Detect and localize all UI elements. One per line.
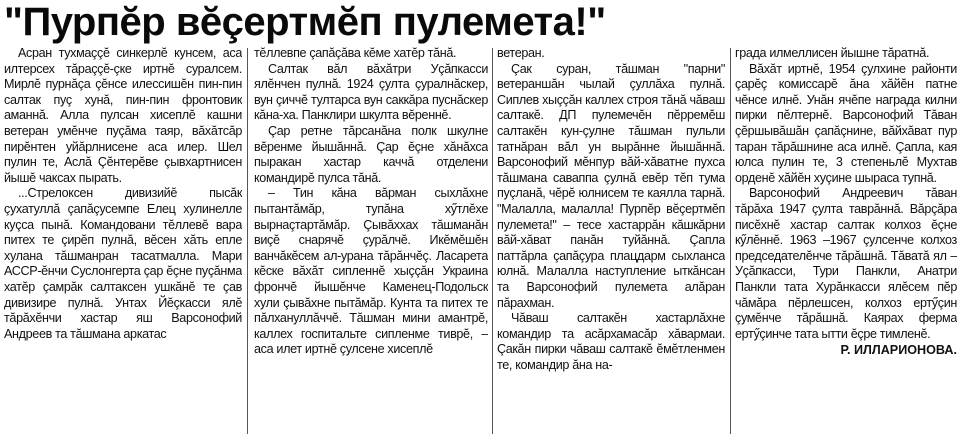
paragraph: тĕллевпе çапăçăва кĕме хатĕр тăнă. <box>254 46 457 60</box>
paragraph: града илмеллисен йышне тăратнă. <box>735 46 930 60</box>
paragraph: ...Стрелоксен дивизийĕ пысăк çухатуллă çапăçусемпе Елец хулинелле куçса пынă. Командовани тĕллевĕ вара питех те çирĕп пулнă, вĕсен хăть епле хулана тăшманран тасатмалла. Мари АССР-ĕнчи Суслонгерта çар ĕçне пуçăнма хатĕр çамрăк салтаксен ушкăнĕ те çав дивизире пулнă. Унтах Йĕçкасси ялĕ тăрăхĕнчи хастар яш Варсонофий Андреев та тăшмана аркатас <box>4 186 242 341</box>
column-divider <box>730 48 731 434</box>
article-column-1 <box>4 46 242 438</box>
article-headline: "Пурпĕр вĕçертмĕп пулемета!" <box>4 0 606 44</box>
paragraph: Салтак вăл вăхăтри Уçăпкасси ялĕнчен пулнă. 1924 çулта çуралнăскер, вун çиччĕ тултарса вун саккăра пуснăскер кăна-ха. Панклири шкулта вĕреннĕ. <box>254 61 488 123</box>
paragraph: Варсонофий Андреевич тăван тăрăха 1947 çулта таврăннă. Вăрçăра писĕхнĕ хастар салтак колхоз ĕçне кӳлĕннĕ. 1963 –1967 çулсенче колхоз председателĕнче тăрăшнă. Тăватă ял – Уçăпкасси, Тури Панкли, Анатри Панкли тата Хурăнкасси ялĕсем пĕр чăмăра пĕрлешсен, колхоз ертӳçин çумĕнче тăрăшнă. Каярах ферма ертӳçинче тата ытти ĕçре тимленĕ. <box>735 186 957 341</box>
paragraph: ветеран. <box>497 46 545 60</box>
paragraph: Çак суран, тăшман "парни" ветераншăн чылай çуллăха пулнă. Сиплев хыççăн каллех строя тăнă чăваш салтакĕ. ДП пулемечĕн пĕрремĕш салтакĕн кун-çулне тăшман пульли татнăран вăл ун вырăнне йышăннă. Варсонофий мĕнпур вăй-хăватне пухса тăшмана саваппа çулнă евĕр тĕп тума пуçланă, чĕрĕ юлнисем те каялла тарнă. "Малалла, малалла! Пурпĕр вĕçертмĕп пулемета!" – тесе хастаррăн кăшкăрни вăй-хăват панăн туйăннă. Çапла паттăрла çапăçура плацдарм сыхланса юлнă. Малалла наступление ыткăнсан та Варсонофий пулемета алăран пăрахман. <box>497 61 725 310</box>
paragraph: Çар ретне тăрсанăна полк шкулне вĕренме йышăннă. Çар ĕçне хăнăхса пыракан хастар каччă отделени командирĕ пулса тăнă. <box>254 123 488 185</box>
author-signature: Р. ИЛЛАРИОНОВА. <box>840 343 957 358</box>
column-divider <box>492 48 493 434</box>
article-column-2 <box>254 46 488 438</box>
article-body <box>0 46 961 438</box>
article-column-4 <box>735 46 957 438</box>
paragraph: Чăваш салтакĕн хастарлăхне командир та асăрхамасăр хăвармаи. Çакăн пирки чăваш салтакĕ ĕмĕтленмен те, командир ăна на- <box>497 311 725 372</box>
column-divider <box>247 48 248 434</box>
paragraph: Вăхăт иртнĕ, 1954 çулхине районти çарĕç комиссарĕ ăна хăйĕн патне чĕнсе илнĕ. Унăн ячĕпе награда килни пирки пĕлтернĕ. Варсонофий Тăван çĕршывăшăн çапăçнине, вăйхăват пур таран тăрăшнине аса илнĕ. Çапла, кая юлса пулин те, 3 степеньлĕ Мухтав орденĕ хăйĕн хуçине шыраса тупнă. <box>735 61 957 185</box>
article-column-3 <box>497 46 725 438</box>
paragraph: – Тин кăна вăрман сыхлăхне пытантăмăр, тупăна хӳтлĕхе вырнаçтартăмăр. Çывăххах тăшманăн виçĕ снарячĕ çурăлчĕ. Икĕмĕшĕн ванчăкĕсем ал-урана тăрăнчĕç. Ласарета кĕске вăхăт сипленнĕ хыççăн Украина фрончĕ йышĕнче Каменец-Подольск хули çывăхне пытăмăр. Кунта та питех те пăлхануллăччĕ. Тăшман мини амантрĕ, каллех госпитальте сипленме тиврĕ, – аса илет иртнĕ çулсене хисеплĕ <box>254 186 488 357</box>
paragraph: Асран тухмаççĕ синкерлĕ кунсем, аса илтерсех тăраççĕ-çке иртнĕ суралсем. Мирлĕ пурнăçа çĕнсе илессишĕн пин-пин салтак пуç хунă, пин-пин фронтовик аманнă. Алла пулсан хисеплĕ кашни ветеран умĕнче пуçăма таяр, вăхăтсăр пирĕнтен уйăрлнисене аса илер. Шел пулин те, Аслă Çĕнтерĕве çывхартнисен йышĕ чаксах пырать. <box>4 46 242 185</box>
